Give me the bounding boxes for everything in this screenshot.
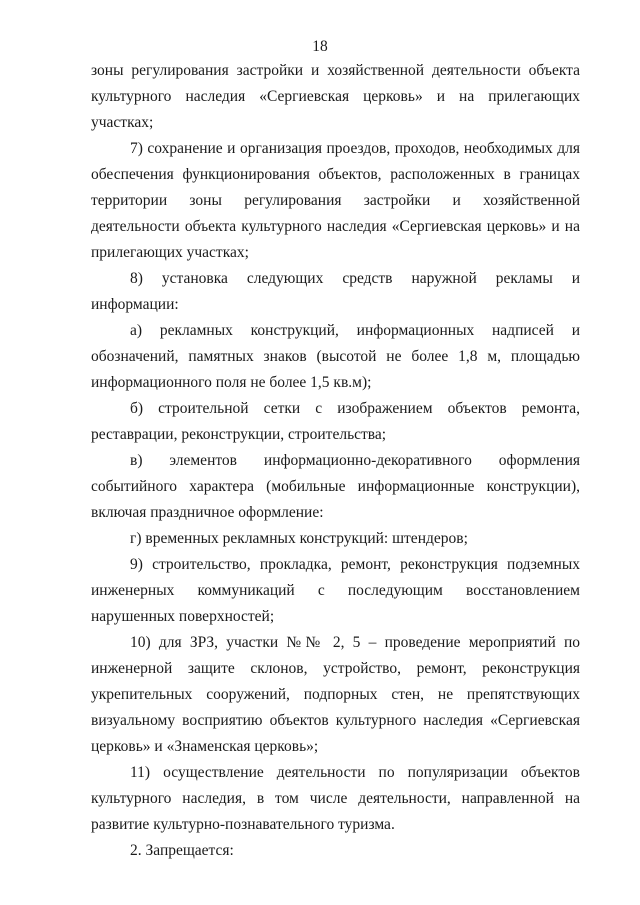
page-number: 18 xyxy=(312,38,328,55)
paragraph-subitem-b: б) строительной сетки с изображением объектов ремонта, реставрации, реконструкции, строительства; xyxy=(91,400,580,443)
paragraph-prohibited-heading: 2. Запрещается: xyxy=(130,842,234,859)
paragraph-item-10: 10) для ЗРЗ, участки №№ 2, 5 – проведение мероприятий по инженерной защите склонов, устройство, ремонт, реконструкция укрепительных сооружений, подпорных стен, не препятствующих визуальному восприятию объектов культурного наследия «Сергиевская церковь» и «Знаменская церковь»; xyxy=(91,634,580,755)
document-body xyxy=(91,58,580,864)
paragraph-subitem-a: а) рекламных конструкций, информационных надписей и обозначений, памятных знаков (высотой не более 1,8 м, площадью информационного поля не более 1,5 кв.м); xyxy=(91,322,580,391)
paragraph-continuation: зоны регулирования застройки и хозяйственной деятельности объекта культурного наследия «Сергиевская церковь» и на прилегающих участках; xyxy=(91,62,580,131)
paragraph-item-9: 9) строительство, прокладка, ремонт, реконструкция подземных инженерных коммуникаций с последующим восстановлением нарушенных поверхностей; xyxy=(91,556,580,625)
paragraph-subitem-v: в) элементов информационно-декоративного оформления событийного характера (мобильные информационные конструкции), включая праздничное оформление: xyxy=(91,452,580,521)
paragraph-item-11: 11) осуществление деятельности по популяризации объектов культурного наследия, в том числе деятельности, направленной на развитие культурно-познавательного туризма. xyxy=(91,764,580,833)
paragraph-item-8: 8) установка следующих средств наружной рекламы и информации: xyxy=(91,270,580,313)
paragraph-subitem-g: г) временных рекламных конструкций: штендеров; xyxy=(130,530,468,547)
paragraph-item-7: 7) сохранение и организация проездов, проходов, необходимых для обеспечения функционирования объектов, расположенных в границах территории зоны регулирования застройки и хозяйственной деятельности объекта культурного наследия «Сергиевская церковь» и на прилегающих участках; xyxy=(91,140,580,261)
